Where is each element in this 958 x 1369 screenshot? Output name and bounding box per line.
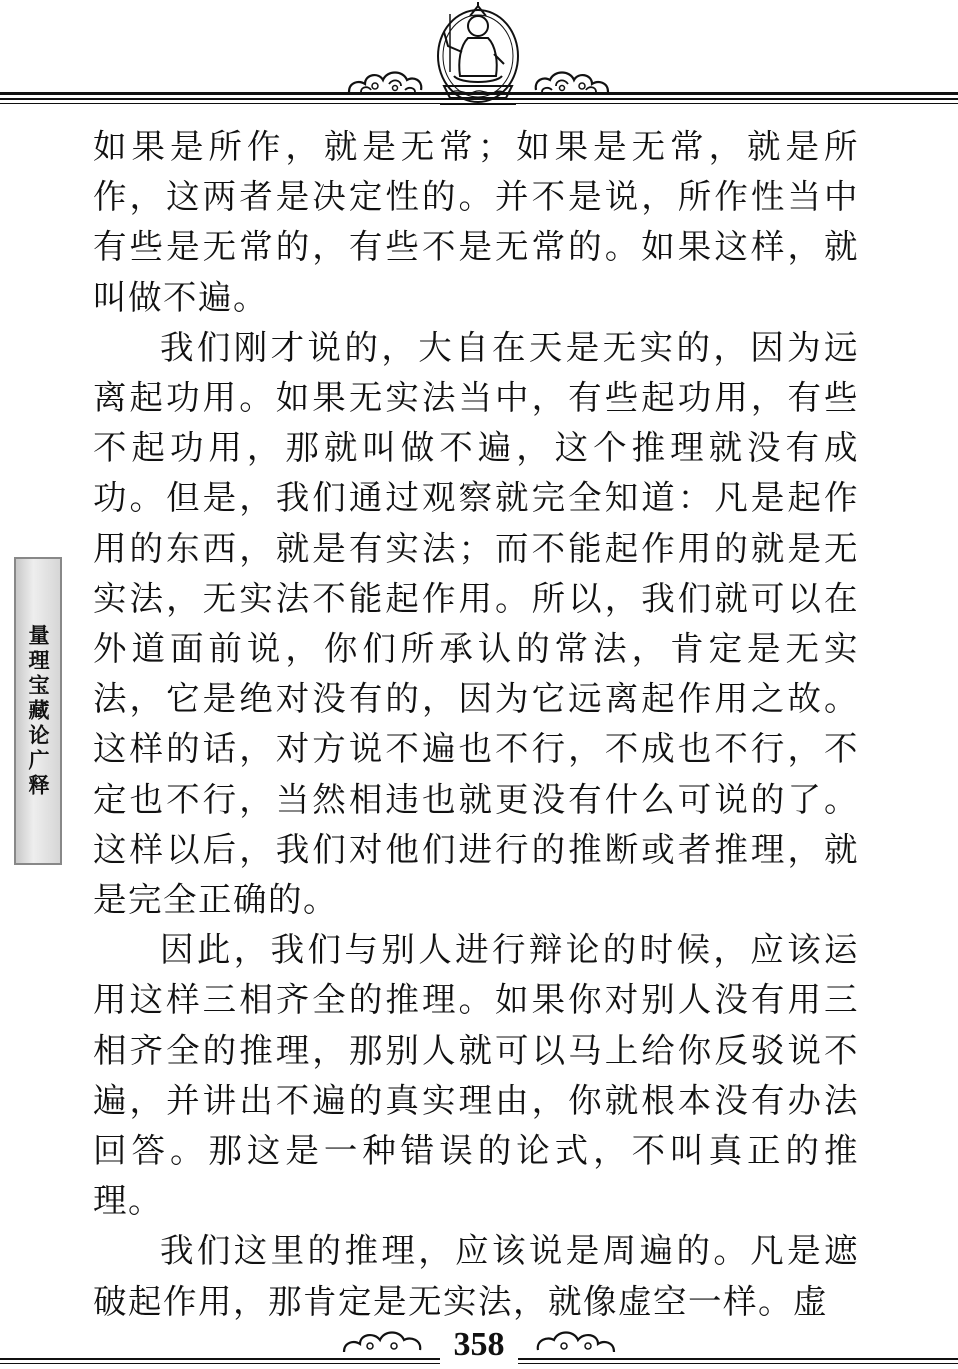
paragraph-4: 我们这里的推理，应该说是周遍的。凡是遮破起作用，那肯定是无实法，就像虚空一样。虚 [93,1231,859,1321]
paragraph-1: 如果是所作，就是无常；如果是无常，就是所作，这两者是决定性的。并不是说，所作性当中有些是无常的，有些不是无常的。如果这样，就叫做不遍。 [93,127,859,317]
right-cloud-ornament-icon [532,62,612,98]
side-tab [14,557,62,865]
seated-deity-illustration-icon [430,2,526,106]
paragraph-2: 我们刚才说的，大自在天是无实的，因为远离起功用。如果无实法当中，有些起功用，有些不起功用，那就叫做不遍，这个推理就没有成功。但是，我们通过观察就完全知道：凡是起作用的东西，就是有实法；而不能起作用的就是无实法，无实法不能起作用。所以，我们就可以在外道面前说，你们所承认的常法，肯定是无实法，它是绝对没有的，因为它远离起作用之故。这样的话，对方说不遍也不行，不成也不行，不定也不行，当然相违也就更没有什么可说的了。这样以后，我们对他们进行的推断或者推理，就是完全正确的。 [93,327,859,920]
left-cloud-ornament-icon [345,62,425,98]
book-title: 量理宝藏论广释 [26,623,50,799]
page-number: 358 [453,1326,505,1363]
body-text [93,122,859,1327]
paragraph-3: 因此，我们与别人进行辩论的时候，应该运用这样三相齐全的推理。如果你对别人没有用三相齐全的推理，那别人就可以马上给你反驳说不遍，并讲出不遍的真实理由，你就根本没有办法回答。那这是一种错误的论式，不叫真正的推理。 [93,930,859,1221]
header-ornament [0,0,958,118]
